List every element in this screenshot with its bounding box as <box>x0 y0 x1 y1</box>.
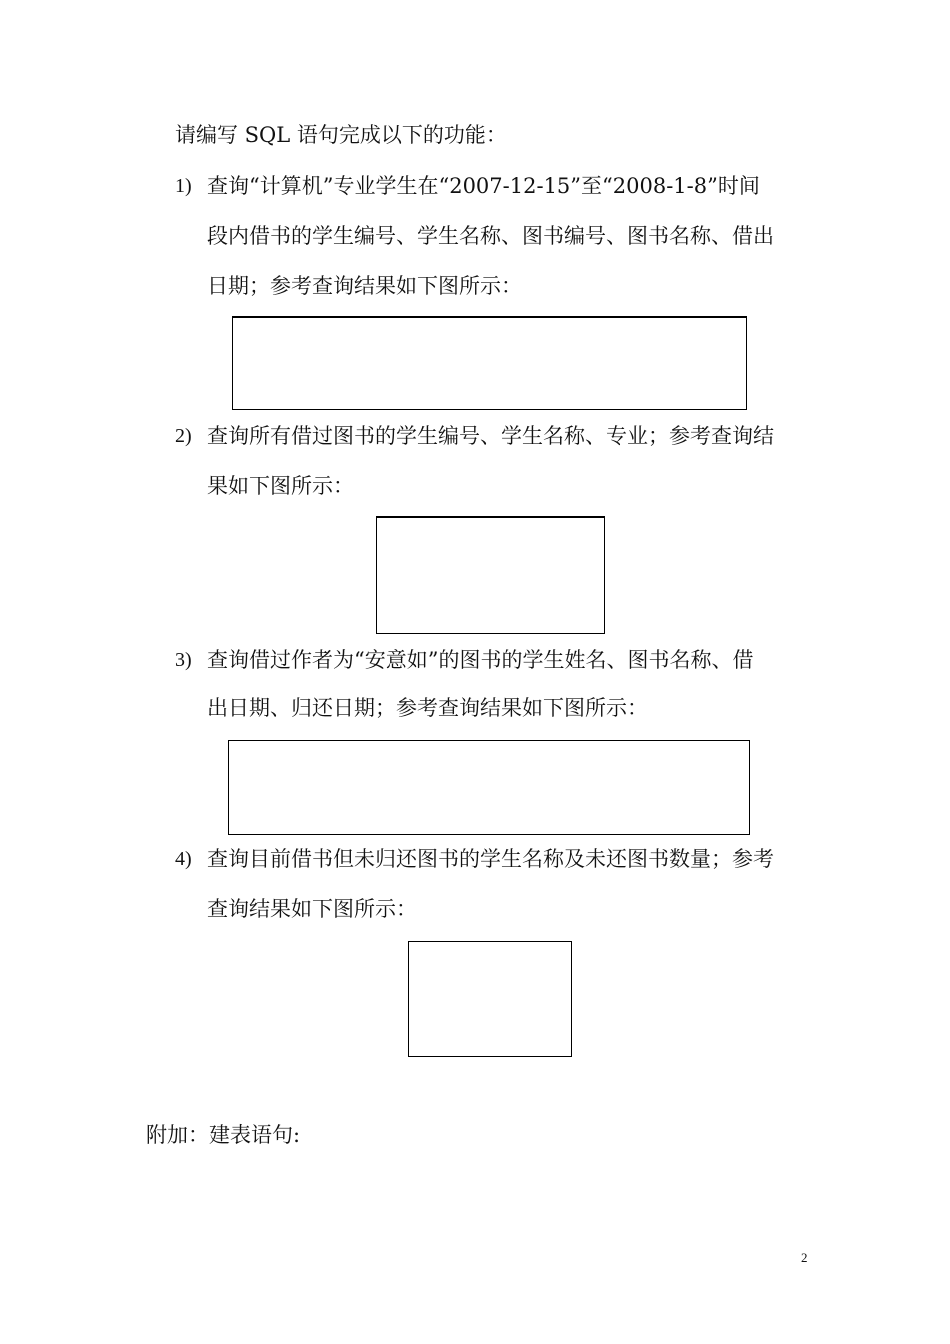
item-3-line-1: 查询借过作者为“安意如”的图书的学生姓名、图书名称、借 <box>207 648 754 672</box>
item-2-line-2: 果如下图所示： <box>207 474 354 498</box>
item-4-line-1: 查询目前借书但未归还图书的学生名称及未还图书数量；参考 <box>207 847 774 871</box>
result-image-placeholder-4 <box>408 941 572 1057</box>
item-2-line-1: 查询所有借过图书的学生编号、学生名称、专业；参考查询结 <box>207 424 774 448</box>
page-number: 2 <box>801 1250 808 1265</box>
item-1-number: 1) <box>175 175 192 197</box>
item-1-line-3: 日期；参考查询结果如下图所示： <box>207 274 522 298</box>
result-image-placeholder-3 <box>228 740 750 835</box>
item-2-number: 2) <box>175 425 192 447</box>
item-4-line-2: 查询结果如下图所示： <box>207 897 417 921</box>
item-1-line-2: 段内借书的学生编号、学生名称、图书编号、图书名称、借出 <box>207 224 774 248</box>
appendix-heading: 附加：建表语句: <box>146 1123 301 1147</box>
item-3-line-2: 出日期、归还日期；参考查询结果如下图所示： <box>207 696 648 720</box>
item-3-number: 3) <box>175 649 192 671</box>
intro-text: 请编写 SQL 语句完成以下的功能： <box>175 123 507 147</box>
result-image-placeholder-2 <box>376 516 605 634</box>
item-1-line-1: 查询“计算机”专业学生在“2007-12-15”至“2008-1-8”时间 <box>207 174 760 198</box>
item-4-number: 4) <box>175 848 192 870</box>
result-image-placeholder-1 <box>232 316 747 410</box>
